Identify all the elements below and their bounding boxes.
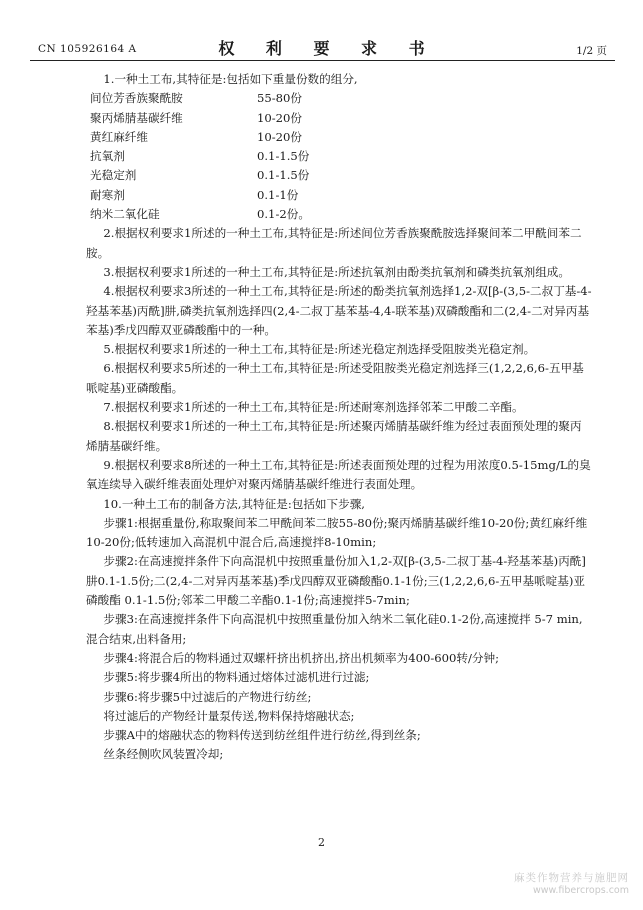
claim-4: 4.根据权利要求3所述的一种土工布,其特征是:所述的酚类抗氧剂选择1,2-双[β-(3,5-二叔丁基-4-羟基苯基)丙酰]肼,磷类抗氧剂选择四(2,4-二叔丁基苯基-4,4-联苯基)双磷酸酯和二(2,4-二对异丙基苯基)季戊四醇双亚磷酸酯中的一种。 xyxy=(86,284,592,337)
component-amount: 10-20份 xyxy=(257,129,303,144)
component-name: 抗氧剂 xyxy=(90,149,125,164)
step-6-substep-c: 丝条经侧吹风装置冷却; xyxy=(103,747,224,762)
claim-3: 3.根据权利要求1所述的一种土工布,其特征是:所述抗氧剂由酚类抗氧剂和磷类抗氧剂组成。 xyxy=(103,264,570,279)
claim-6: 6.根据权利要求5所述的一种土工布,其特征是:所述受阻胺类光稳定剂选择三(1,2,2,6,6-五甲基哌啶基)亚磷酸酯。 xyxy=(86,361,584,395)
step-3: 步骤3:在高速搅拌条件下向高混机中按照重量份加入纳米二氧化硅0.1-2份,高速搅拌 5-7 min,混合结束,出料备用; xyxy=(86,612,583,646)
component-name: 间位芳香族聚酰胺 xyxy=(90,91,183,106)
step-6-substep-a: 将过滤后的产物经计量泵传送,物料保持熔融状态; xyxy=(103,708,355,723)
step-5: 步骤5:将步骤4所出的物料通过熔体过滤机进行过滤; xyxy=(103,670,370,685)
component-name: 黄红麻纤维 xyxy=(90,129,148,144)
claim-8: 8.根据权利要求1所述的一种土工布,其特征是:所述聚丙烯腈基碳纤维为经过表面预处理的聚丙烯腈基碳纤维。 xyxy=(86,419,582,453)
claim-5: 5.根据权利要求1所述的一种土工布,其特征是:所述光稳定剂选择受阻胺类光稳定剂。 xyxy=(103,342,536,357)
step-4: 步骤4:将混合后的物料通过双螺杆挤出机挤出,挤出机频率为400-600转/分钟; xyxy=(103,650,499,665)
watermark xyxy=(514,870,629,896)
component-amount: 0.1-2份。 xyxy=(257,207,310,222)
component-amount: 0.1-1.5份 xyxy=(257,149,310,164)
component-amount: 0.1-1.5份 xyxy=(257,168,310,183)
claim-10-intro: 10.一种土工布的制备方法,其特征是:包括如下步骤, xyxy=(103,496,365,511)
patent-number: CN 105926164 A xyxy=(38,43,137,55)
step-6: 步骤6:将步骤5中过滤后的产物进行纺丝; xyxy=(103,689,312,704)
component-amount: 0.1-1份 xyxy=(257,187,299,202)
component-name: 耐寒剂 xyxy=(90,187,125,202)
component-amount: 10-20份 xyxy=(257,110,303,125)
component-amount: 55-80份 xyxy=(257,91,303,106)
page-number: 2 xyxy=(318,836,325,849)
component-name: 聚丙烯腈基碳纤维 xyxy=(90,110,183,125)
claim-1-intro: 1.一种土工布,其特征是:包括如下重量份数的组分, xyxy=(103,72,358,86)
claim-7: 7.根据权利要求1所述的一种土工布,其特征是:所述耐寒剂选择邻苯二甲酸二辛酯。 xyxy=(103,400,524,415)
header-divider xyxy=(30,60,615,61)
page-indicator: 1/2 页 xyxy=(576,45,607,57)
component-row xyxy=(86,205,592,224)
component-name: 光稳定剂 xyxy=(90,168,137,183)
component-row xyxy=(86,186,592,205)
step-6-substep-b: 步骤A中的熔融状态的物料传送到纺丝组件进行纺丝,得到丝条; xyxy=(103,728,421,743)
watermark-url: www.fibercrops.com xyxy=(532,885,629,896)
component-row xyxy=(86,89,592,108)
claims-body xyxy=(86,70,592,765)
component-list xyxy=(86,89,592,224)
component-row xyxy=(86,128,592,147)
watermark-site-name: 麻类作物营养与施肥网 xyxy=(514,872,629,884)
component-name: 纳米二氧化硅 xyxy=(90,207,160,222)
page-header xyxy=(30,33,613,58)
claim-9: 9.根据权利要求8所述的一种土工布,其特征是:所述表面预处理的过程为用浓度0.5-15mg/L的臭氧连续导入碳纤维表面处理炉对聚丙烯腈基碳纤维进行表面处理。 xyxy=(86,457,591,492)
document-title: 权 利 要 求 书 xyxy=(218,39,438,58)
component-row xyxy=(86,109,592,128)
claim-2: 2.根据权利要求1所述的一种土工布,其特征是:所述间位芳香族聚酰胺选择聚间苯二甲酰间苯二胺。 xyxy=(86,226,582,260)
component-row xyxy=(86,166,592,185)
step-1: 步骤1:根据重量份,称取聚间苯二甲酰间苯二胺55-80份;聚丙烯腈基碳纤维10-20份;黄红麻纤维10-20份;低转速加入高混机中混合后,高速搅拌8-10min; xyxy=(86,515,588,550)
step-2: 步骤2:在高速搅拌条件下向高混机中按照重量份加入1,2-双[β-(3,5-二叔丁基-4-羟基苯基)丙酰]肼0.1-1.5份;二(2,4-二对异丙基苯基)季戊四醇双亚磷酸酯0.1-1份;三(1,2,2,6,6-五甲基哌啶基)亚磷酸酯 0.1-1.5份;邻苯二甲酸二辛酯0.1-1份;高速搅拌5-7min; xyxy=(86,554,586,608)
component-row xyxy=(86,147,592,166)
